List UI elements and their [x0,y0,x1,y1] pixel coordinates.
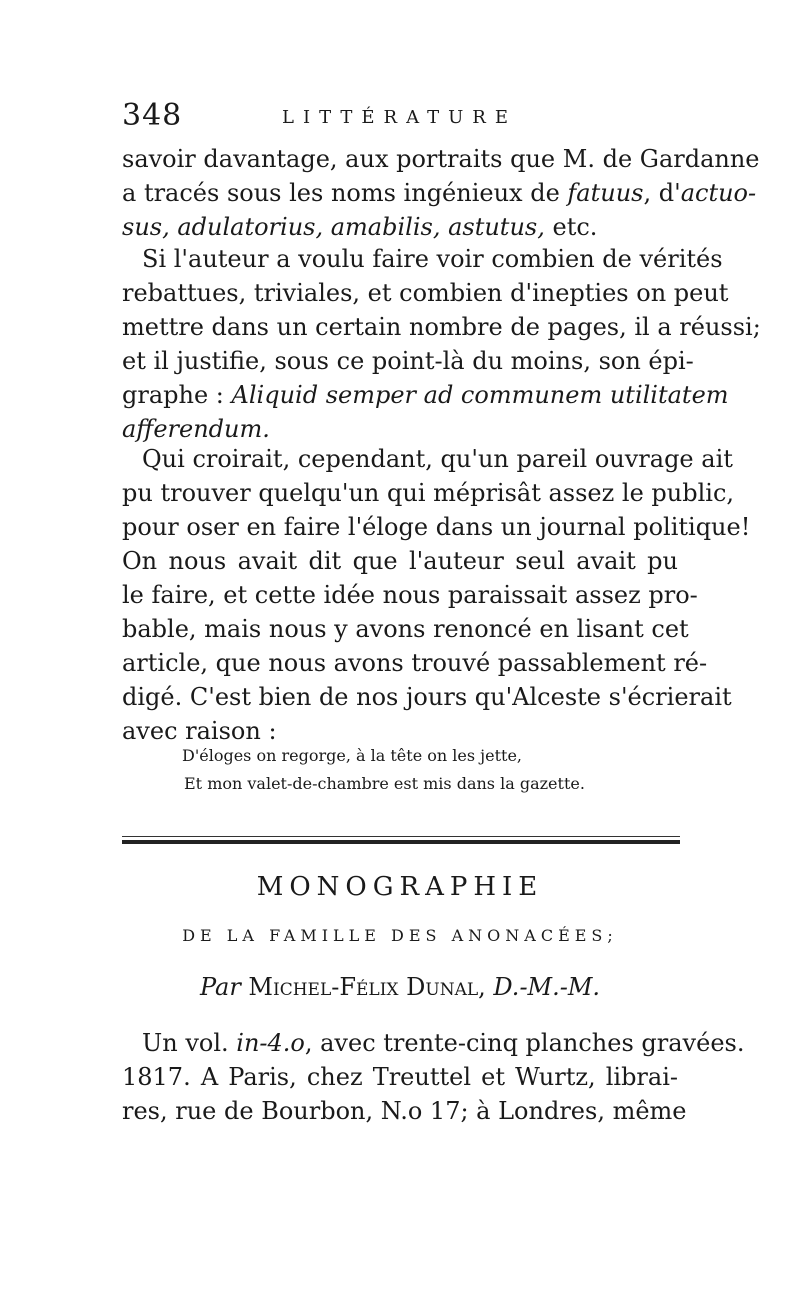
section-rule-thin [122,836,680,837]
text-line: et il justifie, sous ce point-là du moins, son épi- [122,347,694,375]
text-line: Si l'auteur a voulu faire voir combien de vérités [142,245,723,273]
text-line: pu trouver quelqu'un qui méprisât assez le public, [122,479,735,507]
publication-details [122,1026,745,1128]
verse-quotation [182,742,585,798]
text-line: article, que nous avons trouvé passablement ré- [122,649,708,677]
article-byline: Par Michel-Félix Dunal, D.-M.-M. [199,973,601,1001]
paragraph-continued [122,142,760,244]
article-subtitle: DE LA FAMILLE DES ANONACÉES; [182,926,618,945]
text-line: On nous avait dit que l'auteur seul avait pu [122,547,678,575]
text-line: le faire, et cette idée nous paraissait assez pro- [122,581,698,609]
text-line: graphe : Aliquid semper ad communem utilitatem [122,381,729,409]
running-head [122,98,682,138]
paragraph-epigraph [122,242,761,446]
paragraph-critique [122,442,751,748]
text-line: rebattues, triviales, et combien d'inepties on peut [122,279,729,307]
running-title: LITTÉRATURE [282,107,517,128]
text-line: res, rue de Bourbon, N.o 17; à Londres, même [122,1097,687,1125]
verse-line: D'éloges on regorge, à la tête on les jette, [182,746,522,765]
text-line: Un vol. in-4.o, avec trente-cinq planches gravées. [142,1029,745,1057]
text-line: bable, mais nous y avons renoncé en lisant cet [122,615,689,643]
text-line: avec raison : [122,717,277,745]
text-line: pour oser en faire l'éloge dans un journal politique! [122,513,751,541]
verse-line: Et mon valet-de-chambre est mis dans la gazette. [184,774,585,793]
section-rule-thick [122,840,680,844]
text-line: digé. C'est bien de nos jours qu'Alceste s'écrierait [122,683,732,711]
text-line: mettre dans un certain nombre de pages, il a réussi; [122,313,761,341]
text-line: 1817. A Paris, chez Treuttel et Wurtz, librai- [122,1063,678,1091]
text-line: afferendum. [122,415,270,443]
text-line: a tracés sous les noms ingénieux de fatuus, d'actuo- [122,179,757,207]
text-line: savoir davantage, aux portraits que M. de Gardanne [122,145,760,173]
text-line: sus, adulatorius, amabilis, astutus, etc. [122,213,598,241]
text-line: Qui croirait, cependant, qu'un pareil ouvrage ait [142,445,733,473]
page-number: 348 [122,98,183,133]
article-title: MONOGRAPHIE [256,872,544,902]
